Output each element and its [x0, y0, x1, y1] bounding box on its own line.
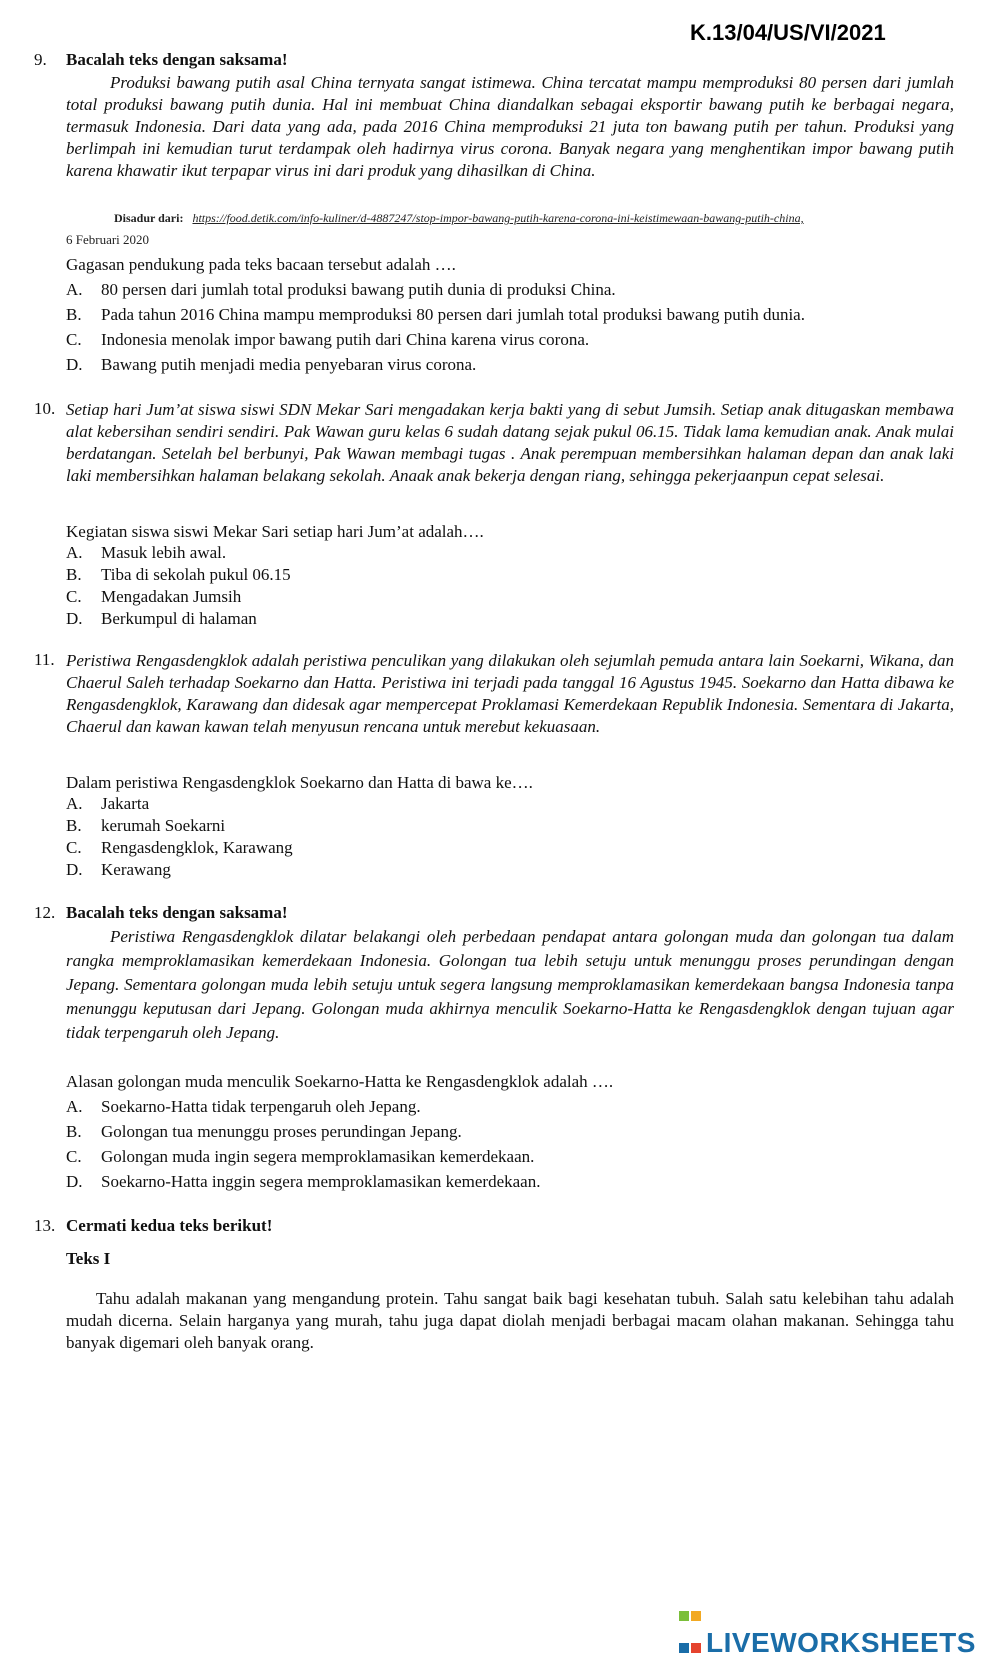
question-prompt: Gagasan pendukung pada teks bacaan tersebut adalah ….: [66, 255, 456, 274]
question-heading: Bacalah teks dengan saksama!: [66, 903, 288, 922]
option-text: Soekarno-Hatta inggin segera memproklamasikan kemerdekaan.: [101, 1172, 541, 1191]
source-label: Disadur dari:: [114, 211, 184, 225]
logo-text: LIVEWORKSHEETS: [706, 1627, 976, 1658]
question-prompt: Kegiatan siswa siswi Mekar Sari setiap hari Jum’at adalah….: [66, 522, 484, 541]
option-text: Soekarno-Hatta tidak terpengaruh oleh Jepang.: [101, 1097, 421, 1116]
question-heading: Bacalah teks dengan saksama!: [66, 50, 288, 69]
option-letter: A.: [66, 794, 83, 813]
option-letter: B.: [66, 816, 82, 835]
question-prompt: Alasan golongan muda menculik Soekarno-Hatta ke Rengasdengklok adalah ….: [66, 1072, 614, 1091]
option-text: Indonesia menolak impor bawang putih dari China karena virus corona.: [101, 330, 590, 349]
option-text: Rengasdengklok, Karawang: [101, 838, 293, 857]
option-text: kerumah Soekarni: [101, 816, 226, 835]
option-text: 80 persen dari jumlah total produksi bawang putih dunia di produksi China.: [101, 280, 616, 299]
option-letter: C.: [66, 838, 82, 857]
source-citation: [114, 211, 804, 226]
option-letter: A.: [66, 280, 83, 299]
question-number: 10.: [34, 399, 56, 418]
source-link[interactable]: https://food.detik.com/info-kuliner/d-4887247/stop-impor-bawang-putih-karena-corona-ini-keistimewaan-bawang-putih-china,: [192, 211, 804, 225]
document-code: K.13/04/US/VI/2021: [690, 20, 886, 45]
reading-passage: Tahu adalah makanan yang mengandung protein. Tahu sangat baik bagi kesehatan tubuh. Salah satu kelebihan tahu adalah mudah dicerna. Selain harganya yang murah, tahu juga dapat diolah menjadi berbagai macam olahan makanan. Sehingga tahu banyak digemari oleh banyak orang.: [66, 1289, 954, 1352]
reading-passage: Produksi bawang putih asal China ternyata sangat istimewa. China tercatat mampu memproduksi 80 persen dari jumlah total produksi bawang putih dunia. Hal ini membuat China diandalkan sebagai eksportir bawang putih ke berbagai negara, termasuk Indonesia. Dari data yang ada, pada 2016 China memproduksi 21 juta ton bawang putih per tahun. Produksi yang berlimpah ini kemudian turut terdampak oleh hadirnya virus corona. Banyak negara yang menghentikan impor bawang putih karena khawatir ikut terpapar virus ini dari produk yang dihasilkan di China.: [66, 73, 954, 180]
option-text: Golongan tua menunggu proses perundingan Jepang.: [101, 1122, 462, 1141]
source-date: 6 Februari 2020: [66, 232, 150, 247]
option-letter: C.: [66, 1147, 82, 1166]
logo-icon: [678, 1597, 702, 1621]
option-text: Kerawang: [101, 860, 171, 879]
reading-passage: Peristiwa Rengasdengklok dilatar belakangi oleh perbedaan pendapat antara golongan muda dan golongan tua dalam rangka memproklamasikan kemerdekaan Indonesia. Golongan tua lebih setuju untuk menunggu proses perundingan dengan Jepang. Sementara golongan muda lebih setuju untuk segera langsung memproklamasikan kemerdekaan bangsa Indonesia tanpa menunggu keputusan dari Jepang. Golongan muda akhirnya menculik Soekarno-Hatta ke Rengasdengklok dengan tujuan agar tidak terpengaruh oleh Jepang.: [66, 927, 954, 1042]
option-text: Berkumpul di halaman: [101, 609, 257, 628]
liveworksheets-logo: [678, 1597, 976, 1659]
option-text: Jakarta: [101, 794, 150, 813]
option-letter: C.: [66, 330, 82, 349]
reading-passage: Peristiwa Rengasdengklok adalah peristiwa penculikan yang dilakukan oleh sejumlah pemuda antara lain Soekarni, Wikana, dan Chaerul Saleh terhadap Soekarno dan Hatta. Peristiwa ini terjadi pada tanggal 16 Agustus 1945. Soekarno dan Hatta dibawa ke Rengasdengklok, Karawang dan didesak agar mempercepat Proklamasi Kemerdekaan Republik Indonesia. Sementara di Jakarta, Chaerul dan kawan kawan telah menyusun rencana untuk merebut kekuasaan.: [66, 651, 954, 736]
option-letter: D.: [66, 1172, 83, 1191]
option-letter: B.: [66, 305, 82, 324]
option-text: Mengadakan Jumsih: [101, 587, 242, 606]
option-letter: A.: [66, 1097, 83, 1116]
reading-passage: Setiap hari Jum’at siswa siswi SDN Mekar Sari mengadakan kerja bakti yang di sebut Jumsih. Setiap anak ditugaskan membawa alat kebersihan sendiri sendiri. Pak Wawan guru kelas 6 sudah datang sejak pukul 06.15. Tidak lama kemudian anak. Anak mulai berdatangan. Setelah bel berbunyi, Pak Wawan membagi tugas . Anak perempuan membersihkan halaman depan dan anak laki laki membersihkan halaman belakang sekolah. Anaak anak bekerja dengan riang, sehingga pekerjaanpun cepat selesai.: [66, 400, 954, 485]
question-number: 13.: [34, 1216, 56, 1235]
option-text: Masuk lebih awal.: [101, 543, 227, 562]
option-letter: B.: [66, 1122, 82, 1141]
option-letter: B.: [66, 565, 82, 584]
option-text: Bawang putih menjadi media penyebaran virus corona.: [101, 355, 477, 374]
option-letter: D.: [66, 609, 83, 628]
text-subheading: Teks I: [66, 1249, 111, 1268]
question-number: 9.: [34, 50, 47, 69]
option-text: Golongan muda ingin segera memproklamasikan kemerdekaan.: [101, 1147, 535, 1166]
question-prompt: Dalam peristiwa Rengasdengklok Soekarno dan Hatta di bawa ke….: [66, 773, 533, 792]
option-letter: A.: [66, 543, 83, 562]
question-number: 12.: [34, 903, 56, 922]
option-text: Tiba di sekolah pukul 06.15: [101, 565, 291, 584]
question-heading: Cermati kedua teks berikut!: [66, 1216, 273, 1235]
option-letter: C.: [66, 587, 82, 606]
option-letter: D.: [66, 860, 83, 879]
question-number: 11.: [34, 650, 55, 669]
option-letter: D.: [66, 355, 83, 374]
option-text: Pada tahun 2016 China mampu memproduksi 80 persen dari jumlah total produksi bawang putih dunia.: [101, 305, 805, 324]
